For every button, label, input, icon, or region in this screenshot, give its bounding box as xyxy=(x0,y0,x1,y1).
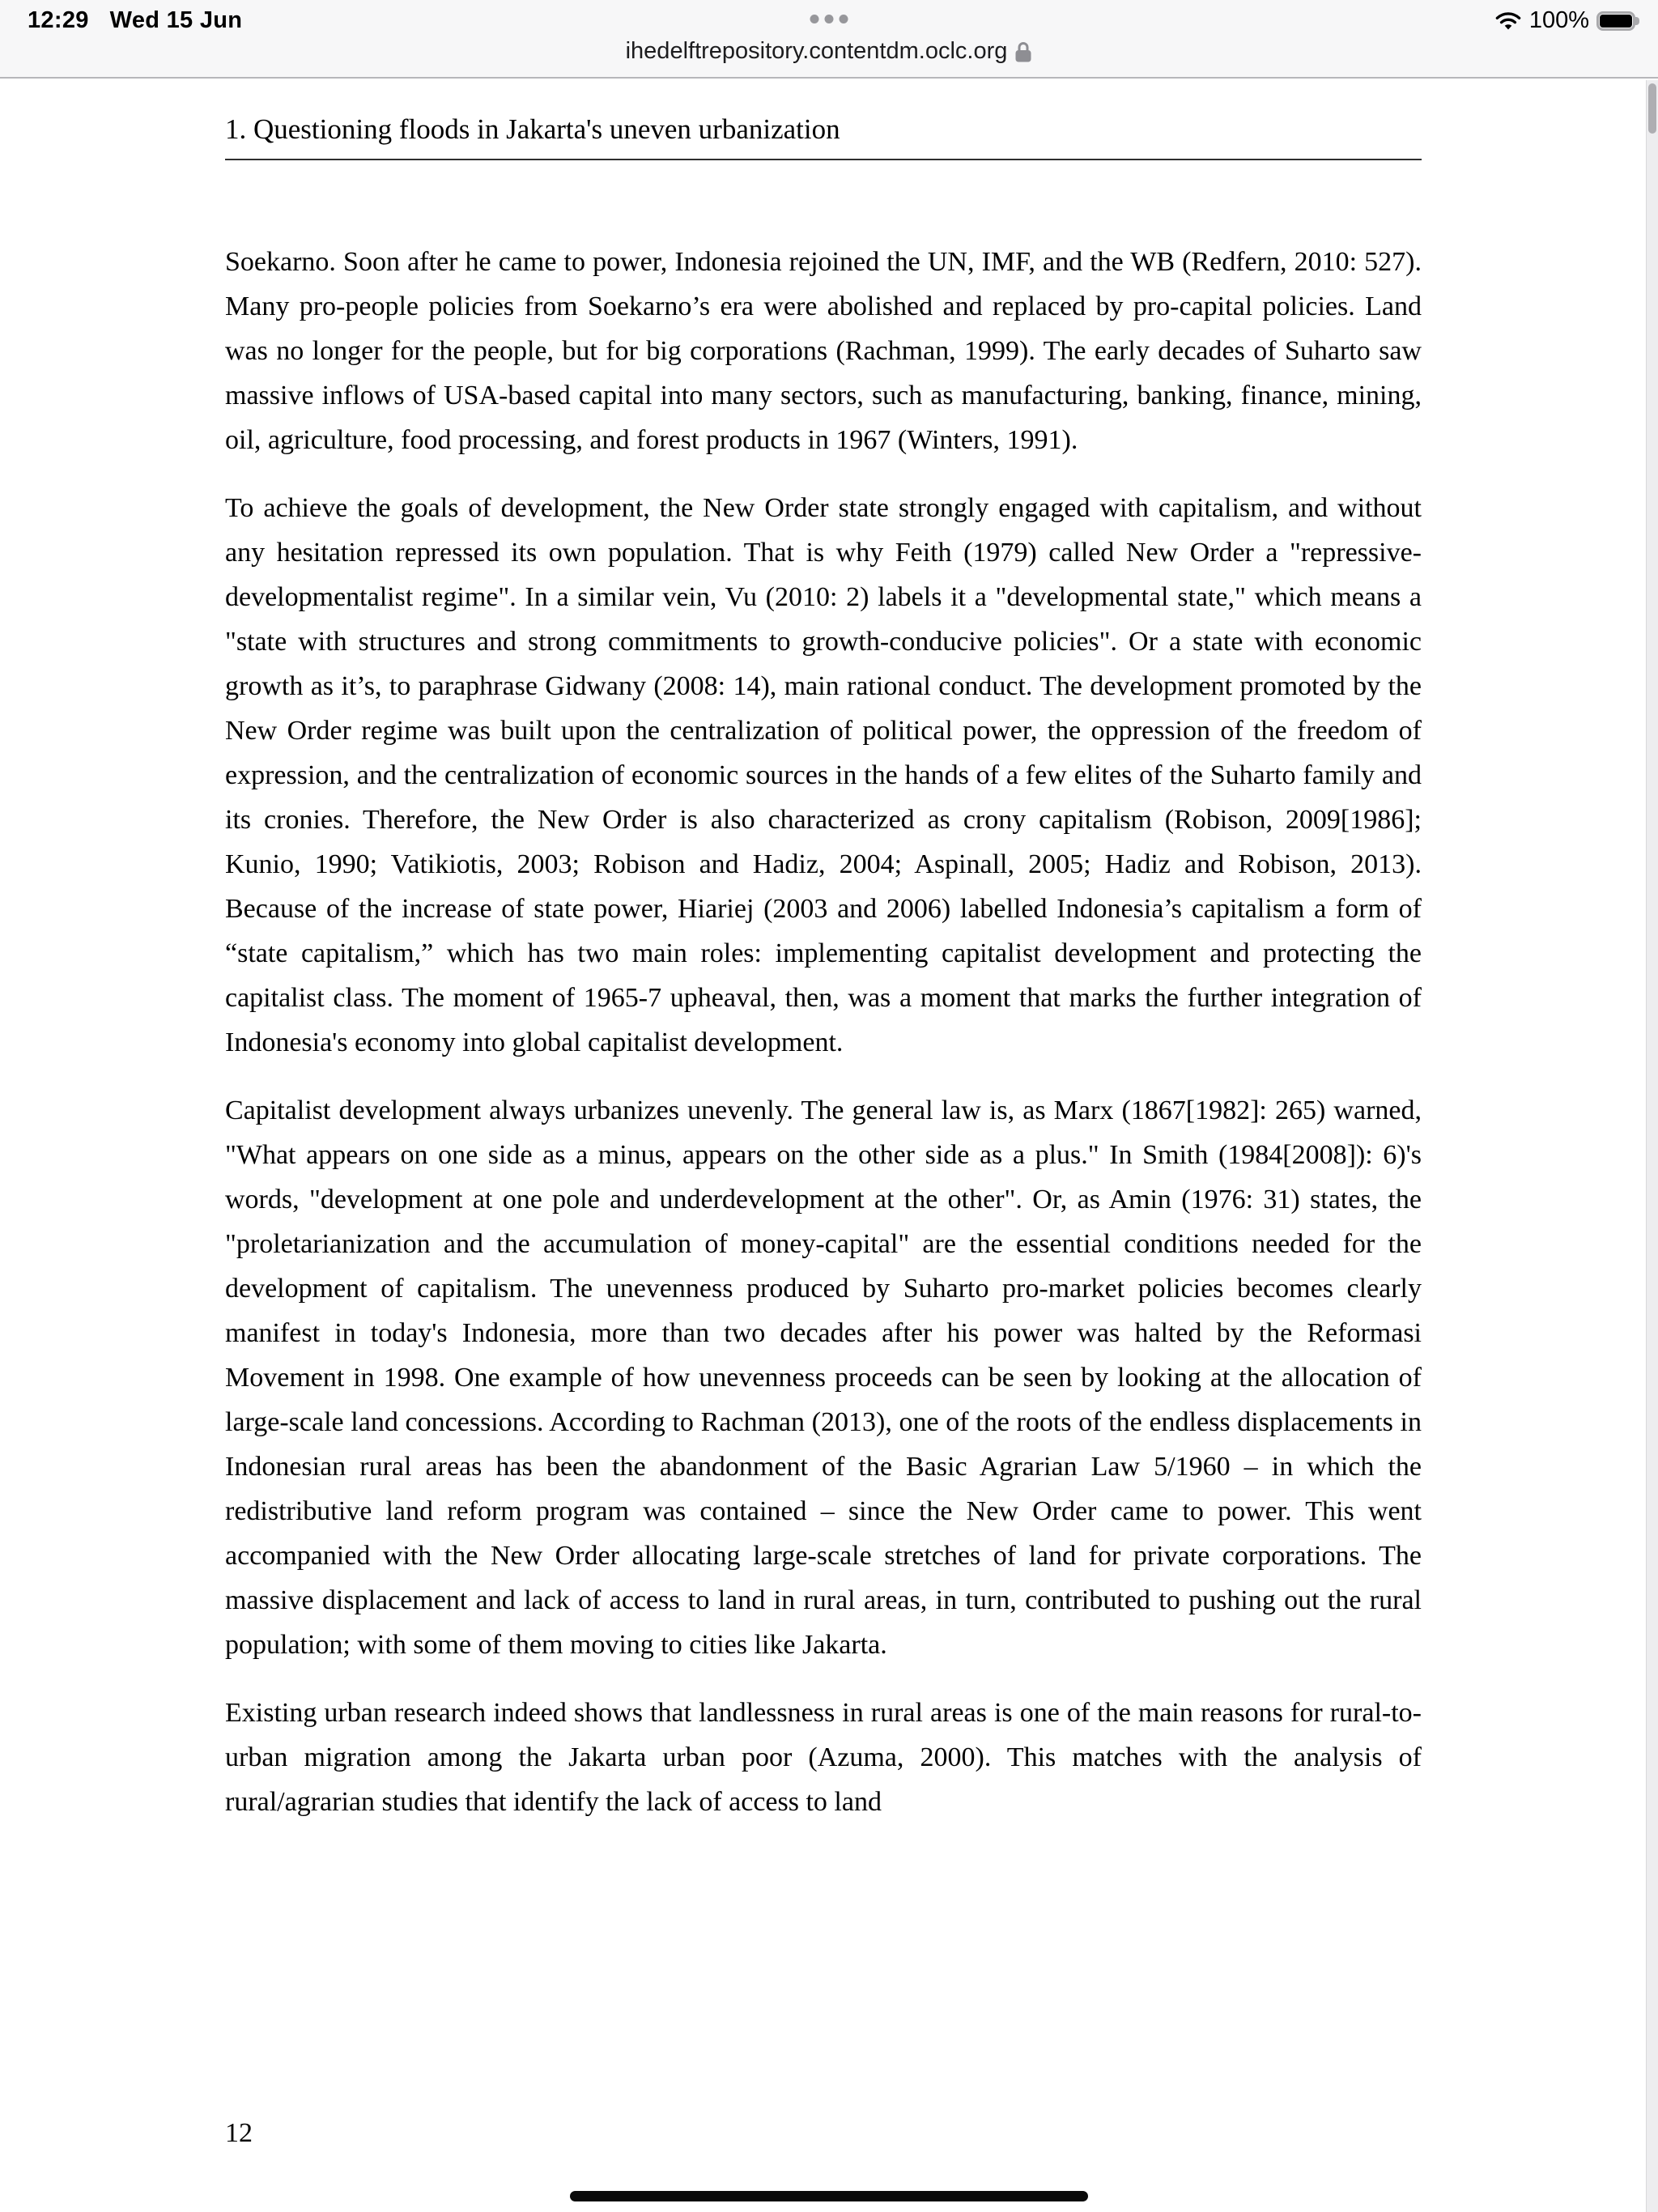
chapter-heading: 1. Questioning floods in Jakarta's uneven urbanization xyxy=(225,113,1422,160)
paragraph: Capitalist development always urbanizes unevenly. The general law is, as Marx (1867[1982]: 265) warned, "What appears on one side as a minus, appears on the other side as a plus." In Smith (1984[2008]): 6)'s words, "development at one pole and underdevelopment at the other". Or, as Amin (1976: 31) states, the "proletarianization and the accumulation of money-capital" are the essential conditions needed for the development of capitalism. The unevenness produced by Suharto pro-market policies becomes clearly manifest in today's Indonesia, more than two decades after his power was halted by the Reformasi Movement in 1998. One example of how unevenness proceeds can be seen by looking at the allocation of large-scale land concessions. According to Rachman (2013), one of the roots of the endless displacements in Indonesian rural areas has been the abandonment of the Basic Agrarian Law 5/1960 – in which the redistributive land reform program was contained – since the New Order came to power. This went accompanied with the New Order allocating large-scale stretches of land for private corporations. The massive displacement and lack of access to land in rural areas, in turn, contributed to pushing out the rural population; with some of them moving to cities like Jakarta. xyxy=(225,1095,1422,1660)
paragraph: To achieve the goals of development, the New Order state strongly engaged with capitalism, and without any hesitation repressed its own population. That is why Feith (1979) called New Order a "repressive-developmentalist regime". In a similar vein, Vu (2010: 2) labels it a "developmental state," which means a "state with structures and strong commitments to growth-conducive policies". Or a state with economic growth as it’s, to paraphrase Gidwany (2008: 14), main rational conduct. The development promoted by the New Order regime was built upon the centralization of political power, the oppression of the freedom of expression, and the centralization of economic sources in the hands of a few elites of the Suharto family and its cronies. Therefore, the New Order is also characterized as crony capitalism (Robison, 2009[1986]; Kunio, 1990; Vatikiotis, 2003; Robison and Hadiz, 2004; Aspinall, 2005; Hadiz and Robison, 2013). Because of the increase of state power, Hiariej (2003 and 2006) labelled Indonesia’s capitalism a form of “state capitalism,” which has two main roles: implementing capitalist development and protecting the capitalist class. The moment of 1965-7 upheaval, then, was a moment that marks the further integration of Indonesia's economy into global capitalist development. xyxy=(225,493,1422,1057)
paragraph: Existing urban research indeed shows that landlessness in rural areas is one of the main reasons for rural-to-urban migration among the Jakarta urban poor (Azuma, 2000). This matches with the analysis of rural/agrarian studies that identify the lack of access to land xyxy=(225,1698,1422,1817)
battery-percent-label: 100% xyxy=(1528,7,1589,33)
home-indicator[interactable] xyxy=(570,2191,1088,2201)
scrollbar-track[interactable] xyxy=(1646,80,1658,2212)
battery-icon xyxy=(1596,11,1635,31)
status-time-date xyxy=(28,7,242,34)
dot xyxy=(825,15,834,23)
status-right-cluster xyxy=(1494,7,1635,34)
status-time: 12:29 xyxy=(28,7,89,33)
page-number: 12 xyxy=(225,2118,253,2148)
dot xyxy=(810,15,819,23)
wifi-icon xyxy=(1494,11,1522,32)
safari-top-chrome xyxy=(0,0,1658,79)
document-body xyxy=(225,240,1422,1824)
multitasking-dots-icon[interactable] xyxy=(810,15,848,23)
paragraph: Soekarno. Soon after he came to power, Indonesia rejoined the UN, IMF, and the WB (Redfern, 2010: 527). Many pro-people policies from Soekarno’s era were abolished and replaced by pro-capital policies. Land was no longer for the people, but for big corporations (Rachman, 1999). The early decades of Suharto saw massive inflows of USA-based capital into many sectors, such as manufacturing, banking, finance, mining, oil, agriculture, food processing, and forest products in 1967 (Winters, 1991). xyxy=(225,247,1422,455)
status-date: Wed 15 Jun xyxy=(109,7,243,33)
address-bar-url[interactable]: ihedelftrepository.contentdm.oclc.org xyxy=(625,38,1008,64)
scrollbar-thumb[interactable] xyxy=(1648,83,1656,134)
lock-icon xyxy=(1014,40,1032,63)
dot xyxy=(840,15,848,23)
address-bar[interactable] xyxy=(0,38,1658,65)
